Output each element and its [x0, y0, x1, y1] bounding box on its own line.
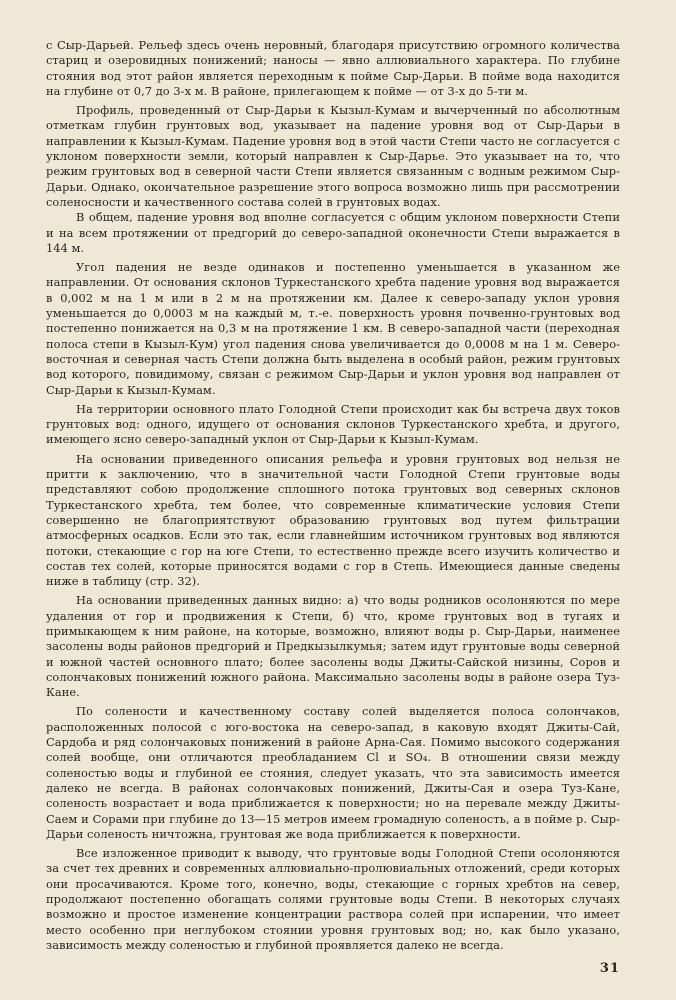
paragraph-6: На основании приведенного описания рельефа и уровня грунтовых вод нельзя не притти к заключению, что в значительной части Голодной Степи грунтовые воды представляют собою продолжение сплошного потока грунтовых вод северных склонов Туркестанского хребта, тем более, что современные климатические условия Степи совершенно не благоприятствуют образованию грунтовых вод путем фильтрации атмосферных осадков. Если это так, если главнейшим источником грунтовых вод являются потоки, стекающие с гор на юге Степи, то естественно прежде всего изучить количество и состав тех солей, которые приносятся водами с гор в Степь. Имеющиеся данные сведены ниже в таблицу (стр. 32).: [46, 451, 620, 589]
paragraph-4: Угол падения не везде одинаков и постепенно уменьшается в указанном же направлении. От основания склонов Туркестанского хребта падение уровня вод выражается в 0,002 м на 1 м или в 2 м на протяжении км. Далее к северо-западу уклон уровня уменьшается до 0,0003 м на каждый м, т.-е. поверхность уровня почвенно-грунтовых вод постепенно понижается на 0,3 м на протяжение 1 км. В северо-западной части (переходная полоса степи в Кызыл-Кум) угол падения снова увеличивается до 0,0008 м на 1 м. Северо-восточная и северная часть Степи должна быть выделена в особый район, режим грунтовых вод которого, повидимому, связан с режимом Сыр-Дарьи и уклон уровня вод направлен от Сыр-Дарьи к Кызыл-Кумам.: [46, 260, 620, 397]
paragraph-9: Все изложенное приводит к выводу, что грунтовые воды Голодной Степи осолоняются за счет тех древних и современных аллювиально-пролювиальных отложений, среди которых они просачиваются. Кроме того, конечно, воды, стекающие с горных хребтов на север, продолжают постепенно обогащать солями грунтовые воды Степи. В некоторых случаях возможно и простое изменение концентрации раствора солей при испарении, что имеет место особенно при неглубоком стоянии уровня грунтовых вод; но, как было указано, зависимость между соленостью и глубиной проявляется далеко не всегда.: [46, 846, 620, 952]
body-text: [46, 38, 620, 953]
paragraph-2: Профиль, проведенный от Сыр-Дарьи к Кызыл-Кумам и вычерченный по абсолютным отметкам глубин грунтовых вод, указывает на падение уровня вод от Сыр-Дарьи в направлении к Кызыл-Кумам. Падение уровня вод в этой части Степи часто не согласуется с уклоном поверхности земли, который направлен к Сыр-Дарье. Это указывает на то, что режим грунтовых вод в северной части Степи является связанным с водным режимом Сыр-Дарьи. Однако, окончательное разрешение этого вопроса возможно лишь при рассмотрении соленосности и качественного состава солей в грунтовых водах.: [46, 103, 620, 209]
paragraph-1: с Сыр-Дарьей. Рельеф здесь очень неровный, благодаря присутствию огромного количества стариц и озеровидных понижений; наносы — явно аллювиального характера. По глубине стояния вод этот район является переходным к пойме Сыр-Дарьи. В пойме вода находится на глубине от 0,7 до 3-х м. В районе, прилегающем к пойме — от 3-х до 5-ти м.: [46, 38, 620, 98]
paragraph-7: На основании приведенных данных видно: а) что воды родников осолоняются по мере удаления от гор и продвижения к Степи, б) что, кроме грунтовых вод в тугаях и примыкающем к ним районе, на которые, возможно, влияют воды р. Сыр-Дарьи, наименее засолены воды районов предгорий и Предкызылкумья; затем идут грунтовые воды северной и южной частей основного плато; более засолены воды Джиты-Сайской низины, Соров и солончаковых понижений южного района. Максимально засолены воды в районе озера Туз-Кане.: [46, 593, 620, 700]
page-number: 31: [599, 961, 620, 976]
paragraph-5: На территории основного плато Голодной Степи происходит как бы встреча двух токов грунтовых вод: одного, идущего от основания склонов Туркестанского хребта, и другого, имеющего ясно северо-западный уклон от Сыр-Дарьи к Кызыл-Кумам.: [46, 401, 620, 447]
paragraph-8: По солености и качественному составу солей выделяется полоса солончаков, расположенных полосой с юго-востока на северо-запад, в каковую входят Джиты-Сай, Сардоба и ряд солончаковых понижений в районе Арна-Сая. Помимо высокого содержания солей вообще, они отличаются преобладанием Cl и SO₄. В отношении связи между соленостью воды и глубиной ее стояния, следует указать, что эта зависимость имеется далеко не всегда. В районах солончаковых понижений, Джиты-Сая и озера Туз-Кане, соленость возрастает и вода приближается к поверхности; но на перевале между Джиты-Саем и Сорами при глубине до 13—15 метров имеем громадную соленость, а в пойме р. Сыр-Дарьи соленость ничтожна, грунтовая же вода приближается к поверхности.: [46, 704, 620, 841]
paragraph-3: В общем, падение уровня вод вполне согласуется с общим уклоном поверхности Степи и на всем протяжении от предгорий до северо-западной оконечности Степи выражается в 144 м.: [46, 210, 620, 255]
